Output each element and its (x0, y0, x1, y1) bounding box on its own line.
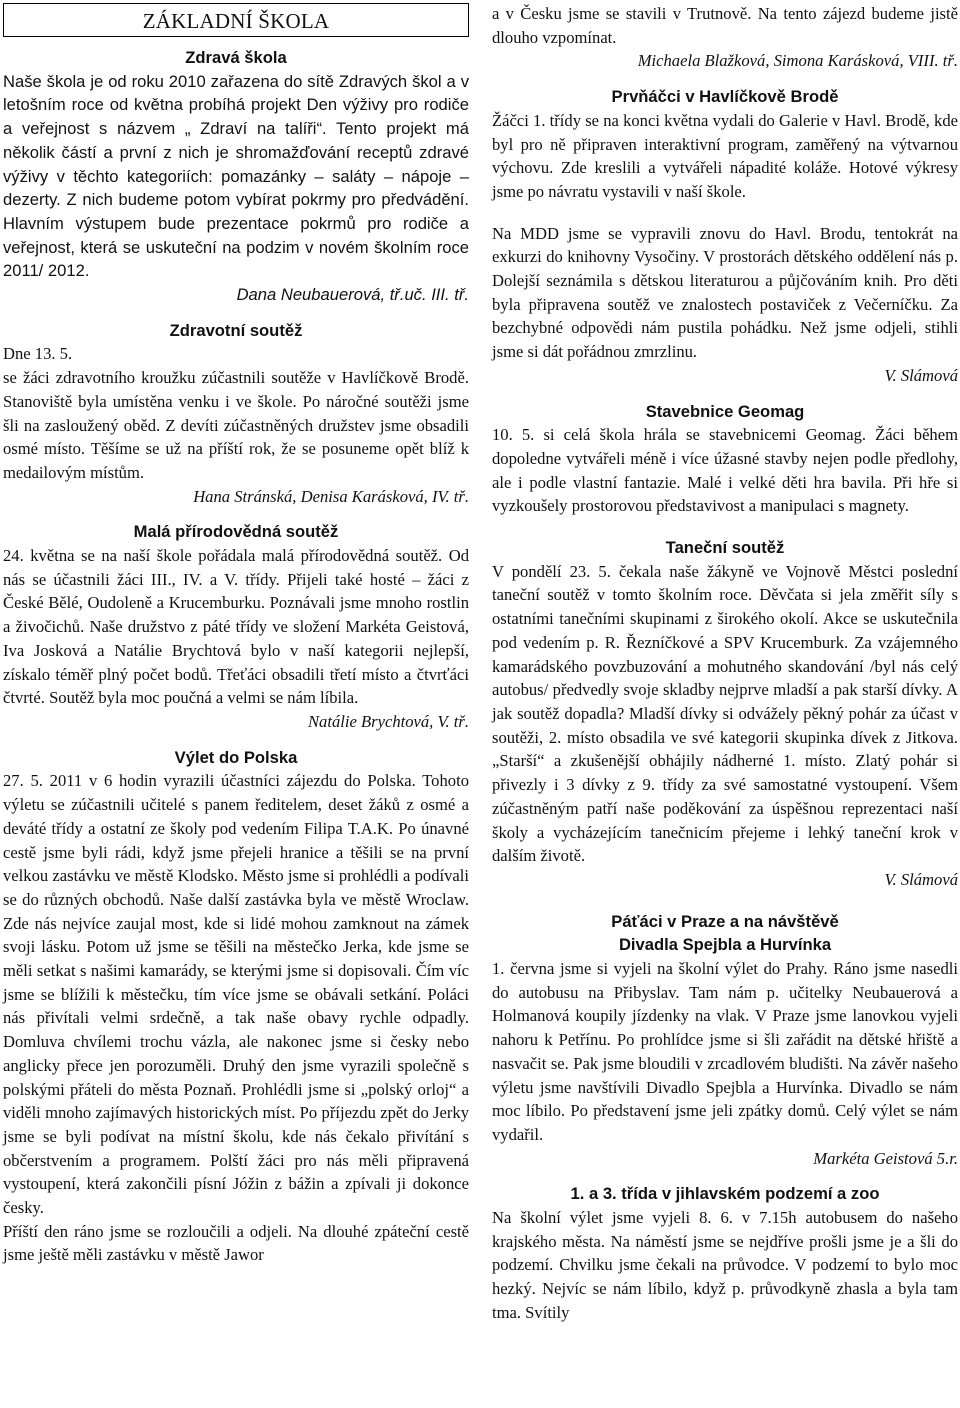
article-prvnaci (492, 85, 958, 387)
article-title: Stavebnice Geomag (645, 401, 805, 421)
article-author: Markéta Geistová 5.r. (813, 1148, 958, 1168)
article-author: V. Slámová (884, 869, 958, 889)
article-title: Páťáci v Praze a na návštěvě (611, 911, 839, 931)
article-title: Zdravotní soutěž (169, 320, 303, 340)
article-title: Taneční soutěž (665, 538, 785, 558)
article-title: Zdravá škola (185, 48, 287, 67)
article-zoo (492, 1182, 958, 1324)
article-tanecni (492, 536, 958, 892)
article-body: Příští den ráno jsme se rozloučili a odjeli. Na dlouhé zpáteční cestě jsme ještě měli zastávku v městě Jawor (3, 1221, 469, 1265)
article-body: Žáčci 1. třídy se na konci května vydali do Galerie v Havl. Brodě, kde byl pro ně připraven interaktivní program, zaměřený na výtvarnou výchovu. Zde kreslili a vytvářeli nápadité koláže. Hotové výkresy jsme po návratu vystavili v naší škole. (492, 110, 958, 201)
article-title: Výlet do Polska (174, 747, 298, 767)
article-vylet-continued (492, 2, 958, 73)
article-title: Divadla Spejbla a Hurvínka (618, 935, 832, 955)
right-column (492, 0, 958, 1325)
article-title: Prvňáčci v Havlíčkově Brodě (611, 87, 839, 107)
page-title: ZÁKLADNÍ ŠKOLA (142, 9, 330, 33)
article-body: V pondělí 23. 5. čekala naše žákyně ve Vojnově Městci poslední taneční soutěž v tomto školním roce. Děvčata si jela změřit síly s ostatními tanečními skupinami z širokého okolí. Akce se uskutečnila pod vedením p. R. Řezníčkové a SPV Krucemburk. Za vzájemného kamarádského povzbuzování a mohutného skandování /byl nás celý autobus/ předvedly svoje skladby nejprve mladší a pak starší dívky. A jak soutěž dopadla? Mladší dívky si odvážely pěkný pohár za účast v soutěži, 2. místo obsadila ve své kategorii skupinka dívek z Jitkova. „Starší“ a zkušenější obhájily nádherné 1. místo. Zlatý pohár si přivezly i 3 dívky z 9. třídy za své samostatné vystoupení. Všem zúčastněným patří naše poděkování za úspěšnou reprezentaci naší školy a vycházejícím tanečnicím přejeme i lehký taneční krok v dalším životě. (492, 561, 958, 866)
article-body: 27. 5. 2011 v 6 hodin vyrazili účastníci zájezdu do Polska. Tohoto výletu se zúčastnili učitelé s panem ředitelem, deset žáků z osmé a deváté třídy a ostatní ze školy pod vedením Filipa T.A.K. Po únavné cestě jsme byli rádi, když jsme přejeli hranice a těšili se na první velkou zastávku ve městě Klodsko. Město jsme si prohlédli a podívali se do různých obchodů. Naše další zastávka byla ve městě Wroclaw. Zde nás nejvíce zaujal most, kde si lidé mohou zamknout na zámek svoji lásku. Potom už jsme se těšili na městečko Jerka, kde jsme se měli setkat s našimi kamarády, se kterými jsme si dopisovali. Čím víc jsme se blížili k městečku, tím více jsme se obávali setkání. Poláci nás přivítali velmi srdečně, a tak naše obavy rychle odpadly. Domluva chvílemi trochu vázla, ale nakonec jsme si česky nebo anglicky přece jen porozuměli. Druhý den jsme vyrazili společně s polskými přáteli do města Poznaň. Prohlédli jsme si „polský orloj“ a viděli mnoho zajímavých historických míst. Po příjezdu zpět do Jerky jsme se byli podívat na místní školu, kde nás čekalo přivítání s občerstvením a programem. Polští žáci pro nás měli připravená vystoupení, která zakončili písní Jóžin z bážin a zpívali ji dokonce česky. (3, 771, 469, 1218)
article-author: Hana Stránská, Denisa Karásková, IV. tř. (193, 486, 469, 506)
article-body: Naše škola je od roku 2010 zařazena do sítě Zdravých škol a v letošním roce od května probíhá projekt Den výživy pro rodiče a veřejnost s názvem „ Zdraví na talíři“. Tento projekt má několik částí a první z nich je shromažďování receptů zdravé výživy v těchto kategoriích: pomazánky – saláty – nápoje – dezerty. Z nich budeme potom vybírat pokrmy pro předvádění. Hlavním výstupem bude prezentace pokrmů pro rodiče a veřejnost, která se uskuteční na podzim v novém školním roce 2011/ 2012. (3, 71, 469, 281)
article-body: se žáci zdravotního kroužku zúčastnili soutěže v Havlíčkově Brodě. Stanoviště byla umístěna venku i ve škole. Po náročné soutěži jsme šli na zasloužený oběd. Z devíti zúčastněných družstev jsme obsadili osmé místo. Těšíme se už na příští rok, že se posuneme opět blíž k medailovým místům. (3, 368, 469, 482)
article-body: a v Česku jsme se stavili v Trutnově. Na tento zájezd budeme jistě dlouho vzpomínat. (492, 4, 958, 47)
article-mala-prirodovedna (3, 520, 469, 733)
article-title: Malá přírodovědná soutěž (133, 522, 339, 542)
article-body: 10. 5. si celá škola hrála se stavebnicemi Geomag. Žáci během dopoledne vytvářeli méně i více úžasné stavby nejen podle předlohy, ale i podle vlastní fantazie. Malé i velké děti hra bavila. Při hře si vyzkoušely prostorovou představivost a manipulaci s magnety. (492, 425, 958, 516)
article-author: Natálie Brychtová, V. tř. (307, 711, 469, 731)
article-author: V. Slámová (884, 365, 958, 385)
article-geomag (492, 400, 958, 519)
article-zdravotni-soutez (3, 319, 469, 509)
article-author: Dana Neubauerová, tř.uč. III. tř. (236, 285, 469, 305)
article-body: Na MDD jsme se vypravili znovu do Havl. Brodu, tentokrát na exkurzi do knihovny Vysočiny. V prostorách dětského oddělení nás p. Dolejší seznámila s dětskou literaturou a půjčováním knih. Pro děti byla připravena soutěž ve znalostech postaviček z Večerníčku. Za bezchybné odpovědi nám pustila pohádku. Než jsme odjeli, stihli jsme si dát pořádnou zmrzlinu. (492, 223, 958, 362)
article-body: Na školní výlet jsme vyjeli 8. 6. v 7.15h autobusem do našeho krajského města. Na náměstí jsme se nejdříve prošli jsme je a šli do podzemí. Chvilku jsme čekali na průvodce. V podzemí to bylo moc hezký. Nejvíc se nám líbilo, když p. průvodkyně zhasla a byla tam tma. Svítily (492, 1208, 958, 1322)
article-title: 1. a 3. třída v jihlavském podzemí a zoo (570, 1184, 880, 1204)
article-vylet-polska (3, 746, 469, 1267)
article-date: Dne 13. 5. (3, 344, 73, 364)
article-pataci-praha (492, 910, 958, 1171)
article-author: Michaela Blažková, Simona Karásková, VIII. tř. (637, 51, 958, 71)
article-body: 24. května se na naší škole pořádala malá přírodovědná soutěž. Od nás se účastnili žáci III., IV. a V. třídy. Přijeli také hosté – žáci z České Bělé, Oudoleně a Krucemburku. Poznávali jsme mnoho rostlin a živočichů. Naše družstvo z páté třídy ve složení Markéta Geistová, Iva Josková a Natálie Brychtová bylo v naší kategorii nejlepší, získalo téměř plný počet bodů. Třeťáci obsadili třetí místo a čtvrťáci čtvrté. Soutěž byla moc poučná a velmi se nám líbila. (3, 546, 469, 708)
left-column (3, 0, 469, 1267)
article-zdrava-skola (3, 46, 469, 307)
article-body: 1. června jsme si vyjeli na školní výlet do Prahy. Ráno jsme nasedli do autobusu na Přibyslav. Tam nám p. učitelky Neubauerová a Holmanová koupily jízdenky na vlak. V Praze jsme lanovkou vyjeli nahoru k Petřínu. Po prohlídce jsme si šli zařádit na dětské hřiště a nasvačit se. Pak jsme bloudili v zrcadlovém bludišti. Na závěr našeho výletu jsme navštívili Divadlo Spejbla a Hurvínka. Divadlo se nám moc líbilo. Po představení jsme jeli zpátky domů. Celý výlet se nám vydařil. (492, 959, 958, 1144)
